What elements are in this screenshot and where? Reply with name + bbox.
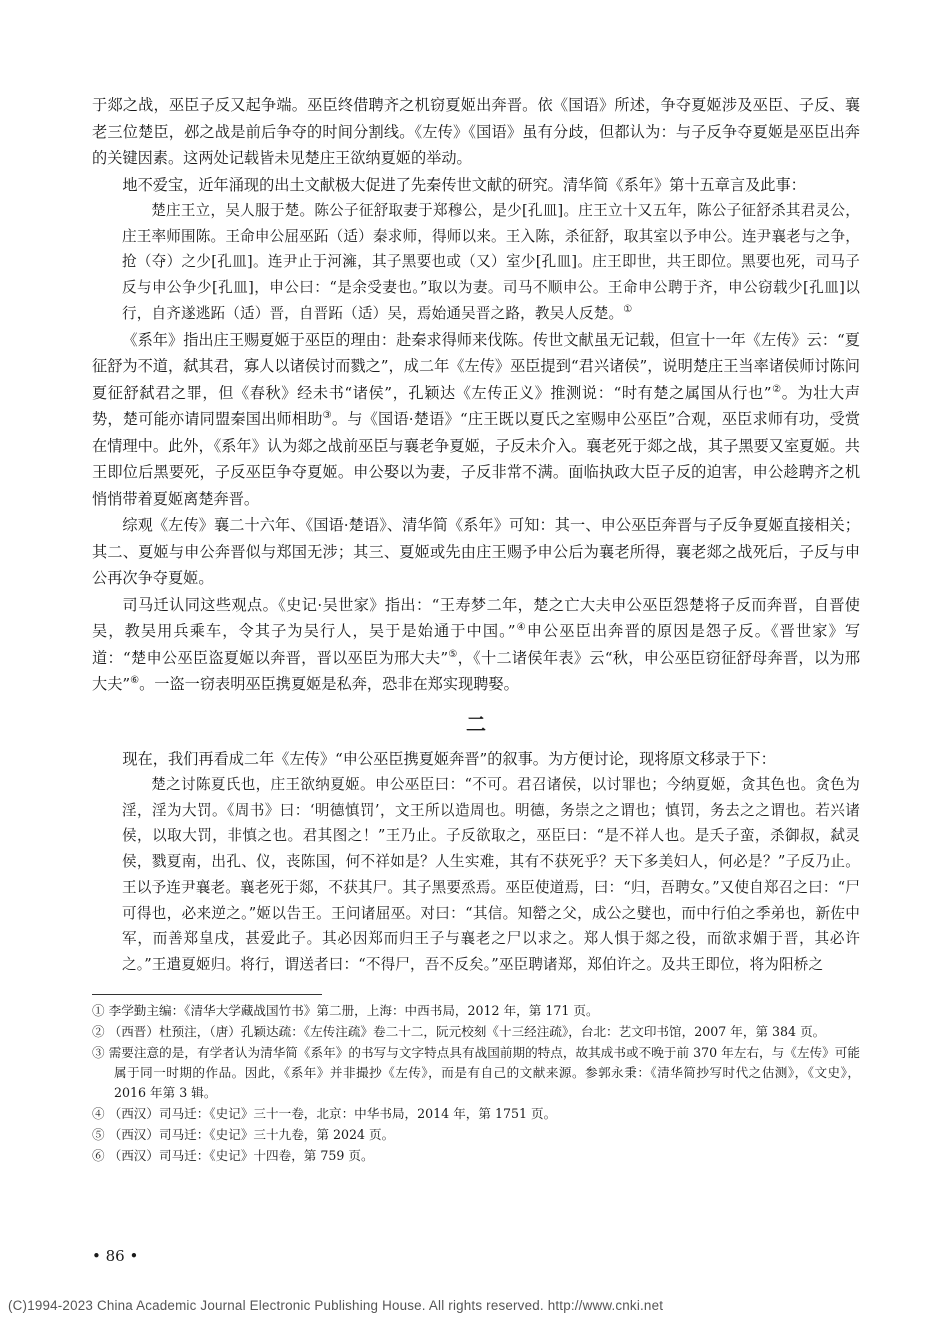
copyright-notice: (C)1994-2023 China Academic Journal Electronic Publishing House. All rights reserved. http://www.cnki.net <box>8 1298 664 1313</box>
page-number: • 86 • <box>92 1247 139 1265</box>
footnote-ref-5[interactable]: ⑤ <box>448 648 458 660</box>
paragraph-zuozhuan-intro: 现在，我们再看成二年《左传》“申公巫臣携夏姬奔晋”的叙事。为方便讨论，现将原文移录于下： <box>122 749 776 768</box>
footnote-ref-4[interactable]: ④ <box>515 621 527 633</box>
footnote-ref-6[interactable]: ⑥ <box>130 674 140 686</box>
text-segment: 。与《国语·楚语》“庄王既以夏氏之室赐申公巫臣”合观，巫臣求师有功，受赏在情理中。此外，《系年》认为郯之战前巫臣与襄老争夏姬，子反未介入。襄老死于郯之战，其子黑要又室夏姬。共王即位后黑要死，子反巫臣争夺夏姬。申公娶以为妻，子反非常不满。面临执政大臣子反的迫害，申公趁聘齐之机悄悄带着夏姬离楚奔晋。 <box>92 410 861 508</box>
footnote-5: ⑤ （西汉）司马迁：《史记》三十九卷，第 2024 页。 <box>92 1126 395 1142</box>
footnote-3: ③ 需要注意的是，有学者认为清华简《系年》的书写与文字特点具有战国前期的特点，故其成书或不晚于前 370 年左右，与《左传》可能属于同一时期的作品。因此，《系年》并非撮抄《左传》，而是有自己的文献来源。参郭永秉：《清华简抄写时代之估测》，《文史》，2016 年第 3 辑。 <box>92 1044 860 1100</box>
section-heading: 二 <box>466 711 486 736</box>
text-segment: 申公巫臣出奔晋的原因是怨子反。《晋世家》写道：“楚申公巫臣盗夏姬以奔晋，晋以巫臣为邢大夫” <box>92 622 861 667</box>
block-quote-zuozhuan: 楚之讨陈夏氏也，庄王欲纳夏姬。申公巫臣曰：“不可。君召诸侯，以讨罪也；今纳夏姬，贪其色也。贪色为淫，淫为大罚。《周书》曰：‘明德慎罚’，文王所以造周也。明德，务崇之之谓也；慎罚，务去之之谓也。若兴诸侯，以取大罚，非慎之也。君其图之！”王乃止。子反欲取之，巫臣曰：“是不祥人也。是夭子蛮，杀御叔，弑灵侯，戮夏南，出孔、仪，丧陈国，何不祥如是？人生实难，其有不获死乎？天下多美妇人，何必是？”子反乃止。王以予连尹襄老。襄老死于郯，不获其尸。其子黑要烝焉。巫臣使道焉，曰：“归，吾聘女。”又使自郑召之曰：“尸可得也，必来逆之。”姬以告王。王问诸屈巫。对曰：“其信。知罃之父，成公之嬖也，而中行伯之季弟也，新佐中军，而善郑皇戌，甚爱此子。其必因郑而归王子与襄老之尸以求之。郑人惧于郯之役，而欲求媚于晋，其必许之。”王遣夏姬归。将行，谓送者曰：“不得尸，吾不反矣。”巫臣聘诸郑，郑伯许之。及共王即位，将为阳桥之 <box>122 776 860 973</box>
footnote-ref-2[interactable]: ② <box>771 383 782 395</box>
footnote-1: ① 李学勤主编：《清华大学藏战国竹书》第二册，上海：中西书局，2012 年，第 171 页。 <box>92 1002 599 1018</box>
paragraph-sima-qian <box>92 592 860 698</box>
footnote-ref-3[interactable]: ③ <box>322 409 332 421</box>
text-segment: 。为壮大声势，楚可能亦请同盟秦国出师相助 <box>92 383 861 429</box>
paragraph-summary: 综观《左传》襄二十六年、《国语·楚语》、清华简《系年》可知：其一、申公巫臣奔晋与子反争夏姬直接相关；其二、夏姬与申公奔晋似与郑国无涉；其三、夏姬或先由庄王赐予申公后为襄老所得，襄老郯之战死后，子反与申公再次争夺夏姬。 <box>92 516 860 588</box>
article-body <box>92 92 860 1167</box>
footnote-ref-1[interactable]: ① <box>623 303 633 315</box>
footnote-2: ② （西晋）杜预注，（唐）孔颖达疏：《左传注疏》卷二十二，阮元校刻《十三经注疏》，台北：艺文印书馆，2007 年，第 384 页。 <box>92 1023 826 1039</box>
text-segment: 司马迁认同这些观点。《史记·吴世家》指出：“王寿梦二年，楚之亡大夫申公巫臣怨楚将子反而奔晋，自晋使吴，教吴用兵乘车，令其子为吴行人，吴于是始通于中国。” <box>92 595 860 641</box>
text-segment: 。一盗一窃表明巫臣携夏姬是私奔，恐非在郑实现聘娶。 <box>139 675 519 694</box>
block-quote-xinian <box>122 198 860 327</box>
footnote-6: ⑥ （西汉）司马迁：《史记》十四卷，第 759 页。 <box>92 1147 374 1163</box>
footnote-divider <box>92 994 322 995</box>
paragraph-xinian-intro: 地不爱宝，近年涌现的出土文献极大促进了先秦传世文献的研究。清华简《系年》第十五章言及此事： <box>122 175 806 194</box>
quote-text: 楚庄王立，吴人服于楚。陈公子征舒取妻于郑穆公，是少[孔皿]。庄王立十又五年，陈公子征舒杀其君灵公，庄王率师围陈。王命申公屈巫跖（适）秦求师，得师以来。王入陈，杀征舒，取其室以予申公。连尹襄老与之争，抢（夺）之少[孔皿]。连尹止于河澭，其子黑要也或（又）室少[孔皿]。庄王即世，共王即位。黑要也死，司马子反与申公争少[孔皿]，申公曰：“是余受妻也。”取以为妻。司马不顺申公。王命申公聘于齐，申公窃载少[孔皿]以行，自齐遂逃跖（适）晋，自晋跖（适）吴，焉始通吴晋之路，教吴人反楚。 <box>122 202 860 322</box>
paragraph-analysis <box>92 327 860 513</box>
text-segment: 《系年》指出庄王赐夏姬于巫臣的理由：赴秦求得师来伐陈。传世文献虽无记载，但宣十一年《左传》云：“夏征舒为不道，弑其君，寡人以诸侯讨而戮之”，成二年《左传》巫臣提到“君兴诸侯”，说明楚庄王当率诸侯师讨陈问夏征舒弑君之罪，但《春秋》经未书“诸侯”，孔颖达《左传正义》推测说：“时有楚之属国从行也” <box>92 330 860 402</box>
footnotes <box>92 1001 860 1166</box>
text-segment: ，《十二诸侯年表》云“秋，申公巫臣窃征舒母奔晋，以为邢大夫” <box>92 648 861 694</box>
footnote-4: ④ （西汉）司马迁：《史记》三十一卷，北京：中华书局，2014 年，第 1751 页。 <box>92 1105 557 1121</box>
paragraph-continuation: 于郯之战，巫臣子反又起争端。巫臣终借聘齐之机窃夏姬出奔晋。依《国语》所述，争夺夏姬涉及巫臣、子反、襄老三位楚臣，邲之战是前后争夺的时间分割线。《左传》《国语》虽有分歧，但都认为：与子反争夺夏姬是巫臣出奔的关键因素。这两处记载皆未见楚庄王欲纳夏姬的举动。 <box>92 96 860 167</box>
